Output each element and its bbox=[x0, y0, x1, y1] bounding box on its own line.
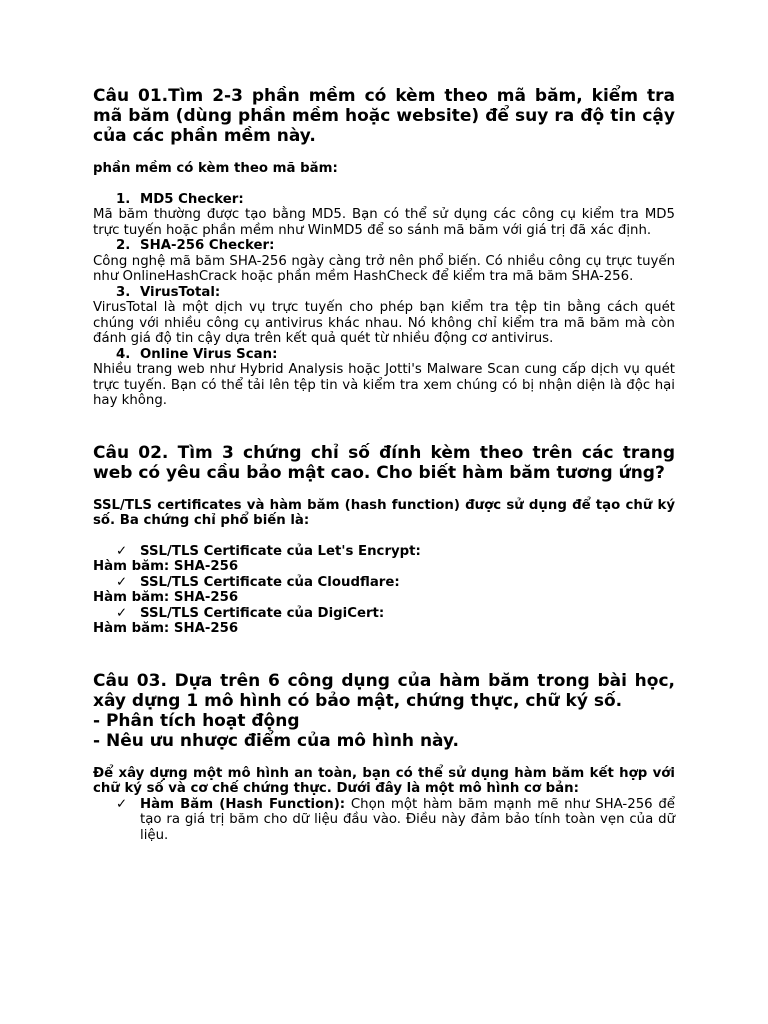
question-1-intro: phần mềm có kèm theo mã băm: bbox=[93, 161, 338, 176]
list-item-title: 2. SHA-256 Checker: bbox=[116, 238, 275, 253]
checkmark-icon: ✓ bbox=[116, 796, 128, 812]
checkmark-icon: ✓ bbox=[116, 543, 128, 559]
hash-label: Hàm băm: SHA-256 bbox=[93, 621, 239, 636]
software-list bbox=[93, 192, 675, 409]
document-page bbox=[93, 86, 675, 843]
list-item-desc: Nhiều trang web như Hybrid Analysis hoặc Jotti's Malware Scan cung cấp dịch vụ quét trực tuyến. Bạn có thể tải lên tệp tin và kiểm tra xem chúng có bị nhận diện là độc hại hay không. bbox=[93, 362, 675, 408]
question-3-sub-pros-cons: - Nêu ưu nhược điểm của mô hình này. bbox=[93, 730, 459, 751]
certificate-list bbox=[93, 544, 675, 637]
question-1-title: Câu 01.Tìm 2-3 phần mềm có kèm theo mã băm, kiểm tra mã băm (dùng phần mềm hoặc website) để suy ra độ tin cậy của các phần mềm này. bbox=[93, 86, 675, 146]
question-2-intro: SSL/TLS certificates và hàm băm (hash function) được sử dụng để tạo chữ ký số. Ba chứng chỉ phổ biến là: bbox=[93, 497, 675, 528]
question-3-title: Câu 03. Dựa trên 6 công dụng của hàm băm trong bài học, xây dựng 1 mô hình có bảo mật, chứng thực, chữ ký số. bbox=[93, 670, 675, 711]
list-item-desc: Công nghệ mã băm SHA-256 ngày càng trở nên phổ biến. Có nhiều công cụ trực tuyến như OnlineHashCrack hoặc phần mềm HashCheck để kiểm tra mã băm SHA-256. bbox=[93, 253, 675, 284]
question-3-intro: Để xây dựng một mô hình an toàn, bạn có thể sử dụng hàm băm kết hợp với chữ ký số và cơ chế chứng thực. Dưới đây là một mô hình cơ bản: bbox=[93, 765, 675, 796]
list-item-title: 4. Online Virus Scan: bbox=[116, 346, 278, 362]
list-item: ✓ SSL/TLS Certificate của Cloudflare: bbox=[116, 574, 400, 590]
list-item: ✓ SSL/TLS Certificate của DigiCert: bbox=[116, 605, 385, 621]
list-item bbox=[93, 797, 675, 844]
question-3-sub-analysis: - Phân tích hoạt động bbox=[93, 710, 300, 731]
checkmark-icon: ✓ bbox=[116, 574, 128, 590]
hash-function-item: Hàm Băm (Hash Function): Chọn một hàm băm mạnh mẽ như SHA-256 để tạo ra giá trị băm cho dữ liệu đầu vào. Điều này đảm bảo tính toàn vẹn của dữ liệu. bbox=[140, 796, 675, 843]
list-item-desc: VirusTotal là một dịch vụ trực tuyến cho phép bạn kiểm tra tệp tin bằng cách quét chúng với nhiều công cụ antivirus khác nhau. Nó không chỉ kiểm tra mã băm mà còn đánh giá độ tin cậy dựa trên kết quả quét từ nhiều động cơ antivirus. bbox=[93, 300, 675, 346]
question-2-title: Câu 02. Tìm 3 chứng chỉ số đính kèm theo trên các trang web có yêu cầu bảo mật cao. Cho biết hàm băm tương ứng? bbox=[93, 442, 675, 483]
list-item-title: 1. MD5 Checker: bbox=[116, 191, 244, 207]
list-item-title: 3. VirusTotal: bbox=[116, 284, 221, 300]
list-item: ✓ SSL/TLS Certificate của Let's Encrypt: bbox=[116, 543, 421, 559]
hash-label: Hàm băm: SHA-256 bbox=[93, 559, 239, 574]
list-item-desc: Mã băm thường được tạo bằng MD5. Bạn có thể sử dụng các công cụ kiểm tra MD5 trực tuyến hoặc phần mềm như WinMD5 để so sánh mã băm với giá trị đã xác định. bbox=[93, 207, 675, 238]
checkmark-icon: ✓ bbox=[116, 605, 128, 621]
hash-label: Hàm băm: SHA-256 bbox=[93, 590, 239, 605]
